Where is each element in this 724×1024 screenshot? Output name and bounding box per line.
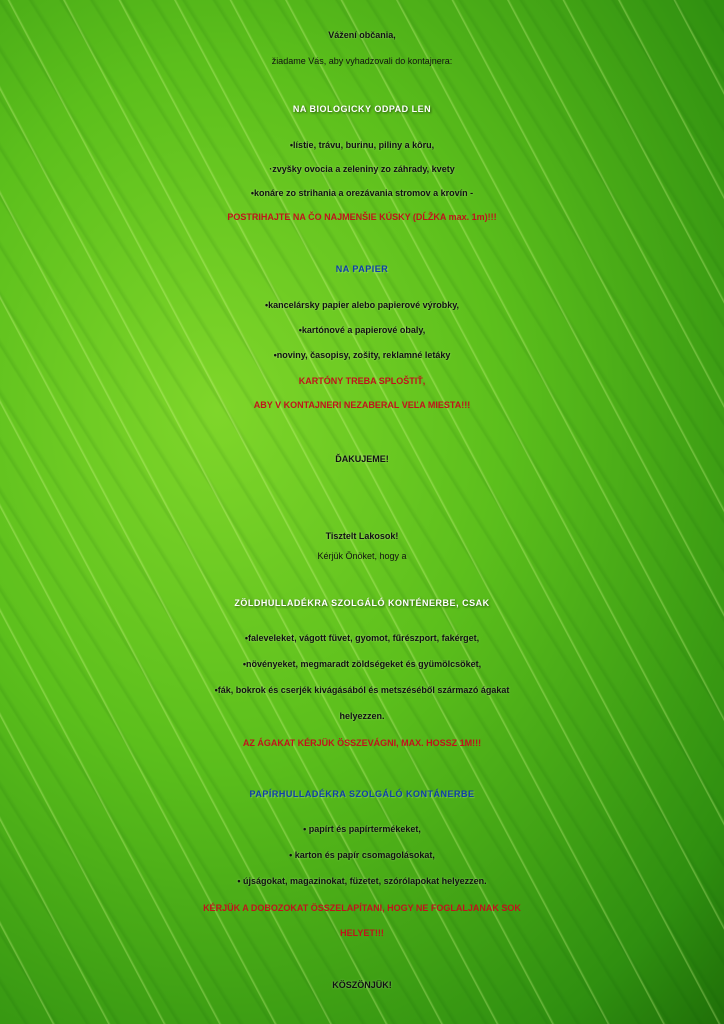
sk-bio-note: POSTRIHAJTE NA ČO NAJMENŠIE KÚSKY (DĹŽKA max. 1m)!!! [227,212,497,222]
sk-bio-item-3: •konáre zo strihania a orezávania stromov a krovín - [250,188,474,198]
hu-paper-item-1: • papírt és papírtermékeket, [303,824,421,834]
sk-intro: žiadame Vás, aby vyhadzovali do kontajnera: [271,56,453,66]
sk-thanks: ĎAKUJEME! [335,454,389,464]
hu-thanks: KÖSZÖNJÜK! [332,980,392,990]
hu-paper-note-2: HELYET!!! [340,928,384,938]
hu-green-item-2: •növényeket, megmaradt zöldségeket és gyümölcsöket, [242,659,482,669]
hu-paper-item-2: • karton és papír csomagolásokat, [289,850,435,860]
hu-green-item-1: •faleveleket, vágott füvet, gyomot, fűrészport, fakérget, [244,633,480,643]
sk-bio-heading: NA BIOLOGICKY ODPAD LEN [292,104,432,114]
sk-paper-heading: NA PAPIER [335,264,389,274]
sk-greeting: Vážení občania, [328,30,396,40]
hu-paper-item-3: • újságokat, magazinokat, füzetet, szórólapokat helyezzen. [237,876,487,886]
hu-green-heading: ZÖLDHULLADÉKRA SZOLGÁLÓ KONTÉNERBE, CSAK [234,598,490,608]
hu-green-note: AZ ÁGAKAT KÉRJÜK ÖSSZEVÁGNI, MAX. HOSSZ 1M!!! [242,738,482,748]
sk-bio-item-1: •lístie, trávu, burinu, piliny a kôru, [289,140,435,150]
hu-intro: Kérjük Önöket, hogy a [317,551,407,561]
hu-paper-heading: PAPÍRHULLADÉKRA SZOLGÁLÓ KONTÁNERBE [249,789,475,799]
hu-green-item-4: helyezzen. [339,711,385,721]
sk-paper-item-3: •noviny, časopisy, zošity, reklamné letáky [273,350,451,360]
sk-bio-item-2: ·zvyšky ovocia a zeleniny zo záhrady, kvety [269,164,455,174]
hu-greeting: Tisztelt Lakosok! [325,531,399,541]
hu-paper-note-1: KÉRJÜK A DOBOZOKAT ÖSSZELAPÍTANI, HOGY NE FOGLALJANAK SOK [203,903,521,913]
sk-paper-item-2: •kartónové a papierové obaly, [298,325,426,335]
hu-green-item-3: •fák, bokrok és cserjék kivágásából és metszéséből származó ágakat [214,685,510,695]
sk-paper-note-1: KARTÓNY TREBA SPLOŠTIŤ, [298,376,426,386]
sk-paper-item-1: •kancelársky papier alebo papierové výrobky, [264,300,460,310]
sk-paper-note-2: ABY V KONTAJNERI NEZABERAL VEĽA MIESTA!!! [253,400,471,410]
